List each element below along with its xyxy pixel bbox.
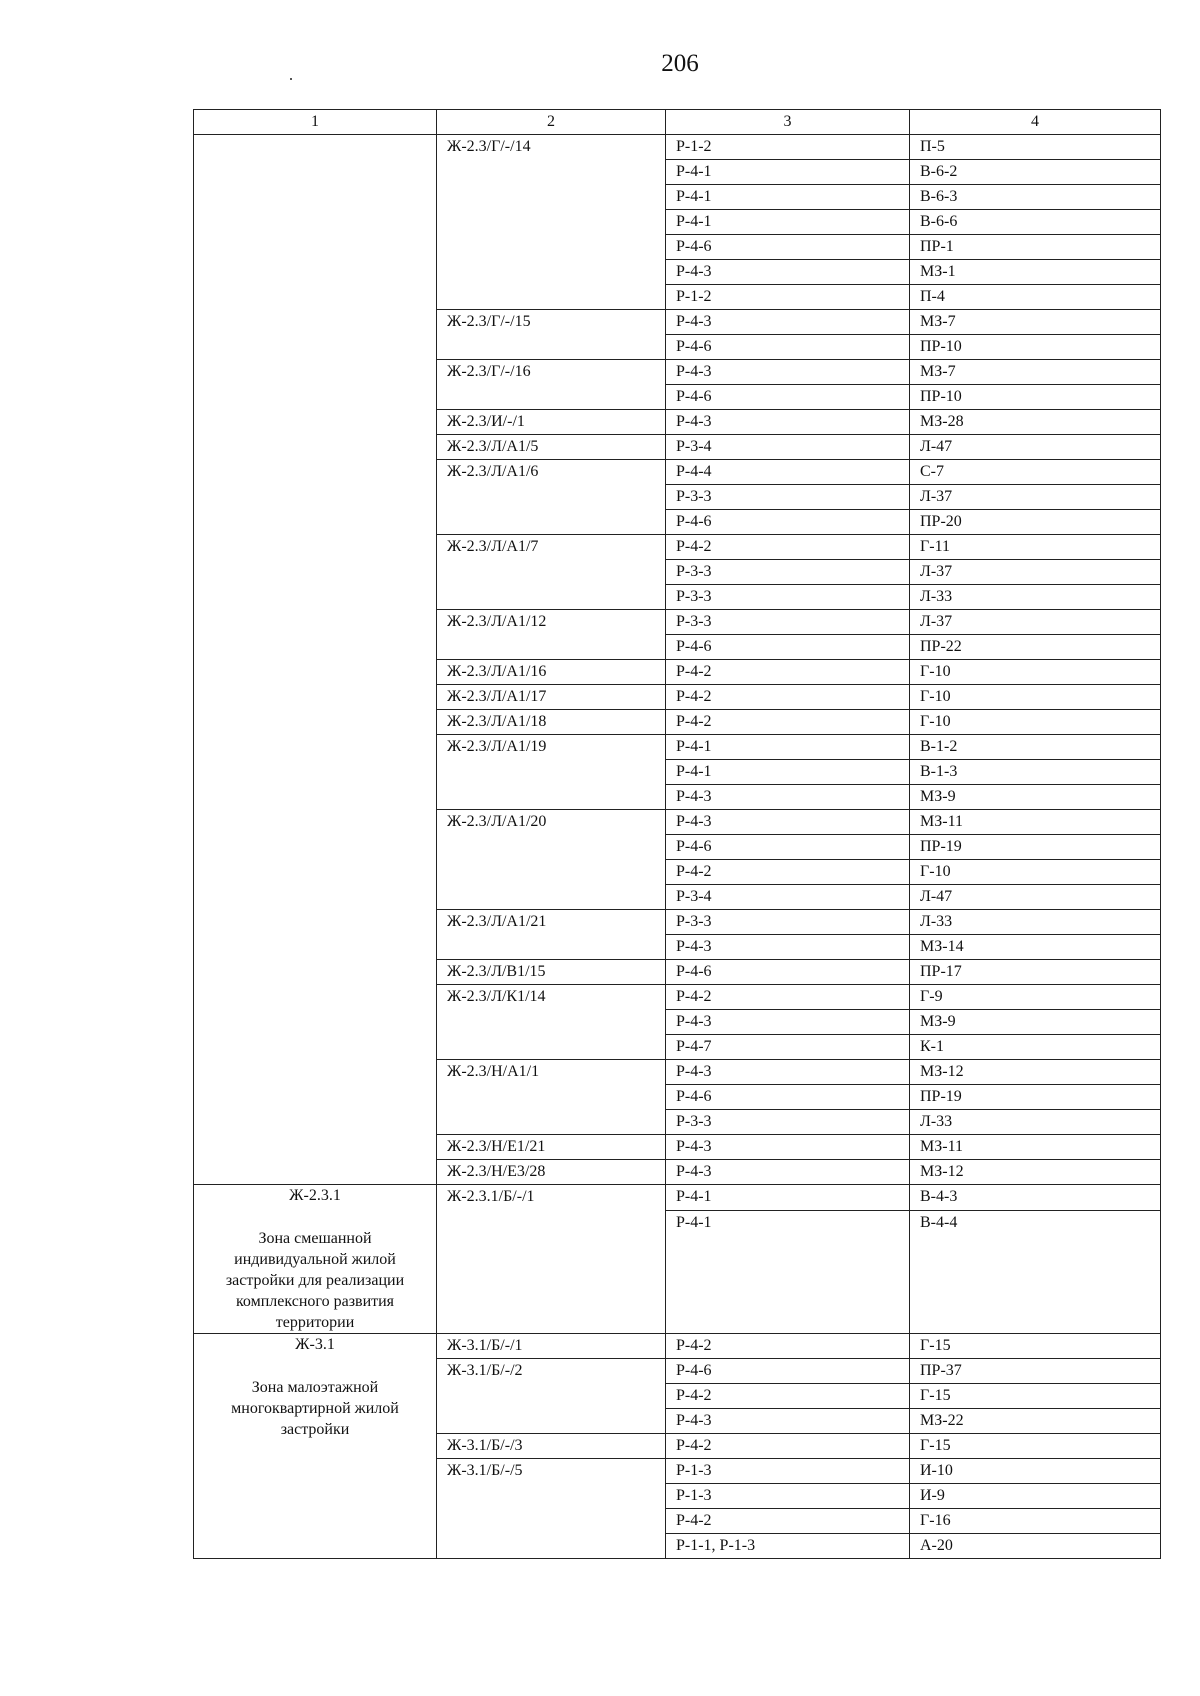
zone-description: Зона малоэтажной многоквартирной жилой застройки [231, 1379, 399, 1438]
subzone-code: Ж-3.1/Б/-/1 [437, 1334, 666, 1359]
param-code: Р-4-3 [666, 810, 910, 835]
param-code: Р-4-1 [666, 1185, 910, 1211]
zone-code: Ж-3.1 [295, 1336, 335, 1353]
object-code: МЗ-11 [910, 810, 1161, 835]
param-code: Р-4-2 [666, 1384, 910, 1409]
param-code: Р-4-1 [666, 735, 910, 760]
param-code: Р-4-6 [666, 385, 910, 410]
object-code: ПР-19 [910, 835, 1161, 860]
subzone-code: Ж-2.3/Л/А1/19 [437, 735, 666, 810]
param-code: Р-4-6 [666, 510, 910, 535]
object-code: П-5 [910, 135, 1161, 160]
param-code: Р-4-2 [666, 860, 910, 885]
param-code: Р-3-3 [666, 1110, 910, 1135]
table-row [194, 135, 1161, 160]
param-code: Р-3-3 [666, 485, 910, 510]
column-header: 1 [194, 110, 437, 135]
param-code: Р-4-2 [666, 1334, 910, 1359]
param-code: Р-4-2 [666, 685, 910, 710]
subzone-code: Ж-2.3/Л/А1/6 [437, 460, 666, 535]
param-code: Р-4-4 [666, 460, 910, 485]
subzone-code: Ж-2.3/Л/В1/15 [437, 960, 666, 985]
subzone-code: Ж-2.3/Г/-/14 [437, 135, 666, 310]
subzone-code: Ж-2.3/Л/А1/5 [437, 435, 666, 460]
subzone-code: Ж-2.3/Л/К1/14 [437, 985, 666, 1060]
object-code: В-6-2 [910, 160, 1161, 185]
subzone-code: Ж-2.3/И/-/1 [437, 410, 666, 435]
object-code: Г-16 [910, 1509, 1161, 1534]
object-code: А-20 [910, 1534, 1161, 1559]
object-code: Л-37 [910, 560, 1161, 585]
param-code: Р-4-3 [666, 1409, 910, 1434]
param-code: Р-1-3 [666, 1459, 910, 1484]
subzone-code: Ж-2.3/Л/А1/7 [437, 535, 666, 610]
param-code: Р-4-6 [666, 235, 910, 260]
page-number: 206 [661, 50, 699, 77]
param-code: Р-4-6 [666, 1359, 910, 1384]
param-code: Р-4-6 [666, 1085, 910, 1110]
object-code: Л-33 [910, 1110, 1161, 1135]
zone-description: Зона смешанной индивидуальной жилой застройки для реализации комплексного развития территории [225, 1230, 405, 1331]
param-code: Р-4-3 [666, 935, 910, 960]
param-code: Р-4-3 [666, 260, 910, 285]
object-code: ПР-17 [910, 960, 1161, 985]
param-code: Р-4-3 [666, 1135, 910, 1160]
param-code: Р-4-1 [666, 185, 910, 210]
param-code: Р-4-3 [666, 1010, 910, 1035]
object-code: МЗ-14 [910, 935, 1161, 960]
subzone-code: Ж-3.1/Б/-/2 [437, 1359, 666, 1434]
object-code: ПР-1 [910, 235, 1161, 260]
object-code: МЗ-11 [910, 1135, 1161, 1160]
object-code: МЗ-28 [910, 410, 1161, 435]
table-row [194, 1334, 1161, 1359]
object-code: МЗ-9 [910, 785, 1161, 810]
param-code: Р-4-3 [666, 1160, 910, 1185]
zone-code: Ж-2.3.1 [289, 1187, 341, 1204]
table-row [194, 1185, 1161, 1211]
object-code: ПР-37 [910, 1359, 1161, 1384]
object-code: Л-47 [910, 435, 1161, 460]
object-code: Л-37 [910, 610, 1161, 635]
subzone-code: Ж-3.1/Б/-/5 [437, 1459, 666, 1559]
subzone-code: Ж-2.3/Л/А1/16 [437, 660, 666, 685]
object-code: Г-11 [910, 535, 1161, 560]
object-code: Г-15 [910, 1334, 1161, 1359]
object-code: МЗ-9 [910, 1010, 1161, 1035]
param-code: Р-4-6 [666, 835, 910, 860]
object-code: И-9 [910, 1484, 1161, 1509]
object-code: И-10 [910, 1459, 1161, 1484]
param-code: Р-3-3 [666, 610, 910, 635]
object-code: К-1 [910, 1035, 1161, 1060]
param-code: Р-3-4 [666, 435, 910, 460]
object-code: Г-10 [910, 685, 1161, 710]
param-code: Р-4-3 [666, 785, 910, 810]
object-code: МЗ-12 [910, 1160, 1161, 1185]
param-code: Р-4-3 [666, 410, 910, 435]
param-code: Р-4-6 [666, 635, 910, 660]
object-code: Л-47 [910, 885, 1161, 910]
object-code: В-1-3 [910, 760, 1161, 785]
param-code: Р-4-3 [666, 360, 910, 385]
header-row [194, 110, 1161, 135]
subzone-code: Ж-3.1/Б/-/3 [437, 1434, 666, 1459]
object-code: ПР-22 [910, 635, 1161, 660]
subzone-code: Ж-2.3/Л/А1/17 [437, 685, 666, 710]
object-code: МЗ-22 [910, 1409, 1161, 1434]
subzone-code: Ж-2.3/Л/А1/21 [437, 910, 666, 960]
param-code: Р-4-3 [666, 1060, 910, 1085]
zone-cell [194, 135, 437, 1185]
param-code: Р-3-3 [666, 560, 910, 585]
param-code: Р-4-1 [666, 160, 910, 185]
object-code: МЗ-7 [910, 360, 1161, 385]
subzone-code: Ж-2.3/Г/-/15 [437, 310, 666, 360]
subzone-code: Ж-2.3/Л/А1/12 [437, 610, 666, 660]
object-code: Г-10 [910, 660, 1161, 685]
param-code: Р-4-1 [666, 210, 910, 235]
object-code: ПР-20 [910, 510, 1161, 535]
subzone-code: Ж-2.3.1/Б/-/1 [437, 1185, 666, 1334]
param-code: Р-3-4 [666, 885, 910, 910]
object-code: Г-9 [910, 985, 1161, 1010]
param-code: Р-4-2 [666, 1509, 910, 1534]
zone-cell [194, 1185, 437, 1334]
param-code: Р-1-2 [666, 135, 910, 160]
param-code: Р-4-3 [666, 310, 910, 335]
param-code: Р-4-6 [666, 960, 910, 985]
object-code: ПР-10 [910, 335, 1161, 360]
zone-cell [194, 1334, 437, 1559]
object-code: МЗ-12 [910, 1060, 1161, 1085]
scan-speck [290, 78, 292, 80]
param-code: Р-1-3 [666, 1484, 910, 1509]
object-code: Л-37 [910, 485, 1161, 510]
object-code: В-1-2 [910, 735, 1161, 760]
param-code: Р-4-2 [666, 1434, 910, 1459]
object-code: В-6-3 [910, 185, 1161, 210]
column-header: 2 [437, 110, 666, 135]
subzone-code: Ж-2.3/Н/А1/1 [437, 1060, 666, 1135]
object-code: В-4-4 [910, 1211, 1161, 1334]
zones-table-body [194, 110, 1161, 1559]
object-code: МЗ-7 [910, 310, 1161, 335]
param-code: Р-1-2 [666, 285, 910, 310]
object-code: Л-33 [910, 585, 1161, 610]
zones-table [193, 109, 1161, 1559]
object-code: С-7 [910, 460, 1161, 485]
subzone-code: Ж-2.3/Л/А1/18 [437, 710, 666, 735]
subzone-code: Ж-2.3/Л/А1/20 [437, 810, 666, 910]
object-code: В-4-3 [910, 1185, 1161, 1211]
subzone-code: Ж-2.3/Н/Е1/21 [437, 1135, 666, 1160]
param-code: Р-4-2 [666, 710, 910, 735]
object-code: МЗ-1 [910, 260, 1161, 285]
column-header: 4 [910, 110, 1161, 135]
object-code: ПР-19 [910, 1085, 1161, 1110]
subzone-code: Ж-2.3/Г/-/16 [437, 360, 666, 410]
subzone-code: Ж-2.3/Н/Е3/28 [437, 1160, 666, 1185]
param-code: Р-4-1 [666, 1211, 910, 1334]
object-code: Г-10 [910, 710, 1161, 735]
object-code: Г-10 [910, 860, 1161, 885]
param-code: Р-4-2 [666, 660, 910, 685]
object-code: Г-15 [910, 1384, 1161, 1409]
object-code: Л-33 [910, 910, 1161, 935]
param-code: Р-3-3 [666, 585, 910, 610]
column-header: 3 [666, 110, 910, 135]
param-code: Р-4-1 [666, 760, 910, 785]
object-code: ПР-10 [910, 385, 1161, 410]
param-code: Р-4-7 [666, 1035, 910, 1060]
param-code: Р-4-2 [666, 985, 910, 1010]
param-code: Р-3-3 [666, 910, 910, 935]
object-code: Г-15 [910, 1434, 1161, 1459]
param-code: Р-4-6 [666, 335, 910, 360]
object-code: П-4 [910, 285, 1161, 310]
object-code: В-6-6 [910, 210, 1161, 235]
param-code: Р-1-1, Р-1-3 [666, 1534, 910, 1559]
param-code: Р-4-2 [666, 535, 910, 560]
